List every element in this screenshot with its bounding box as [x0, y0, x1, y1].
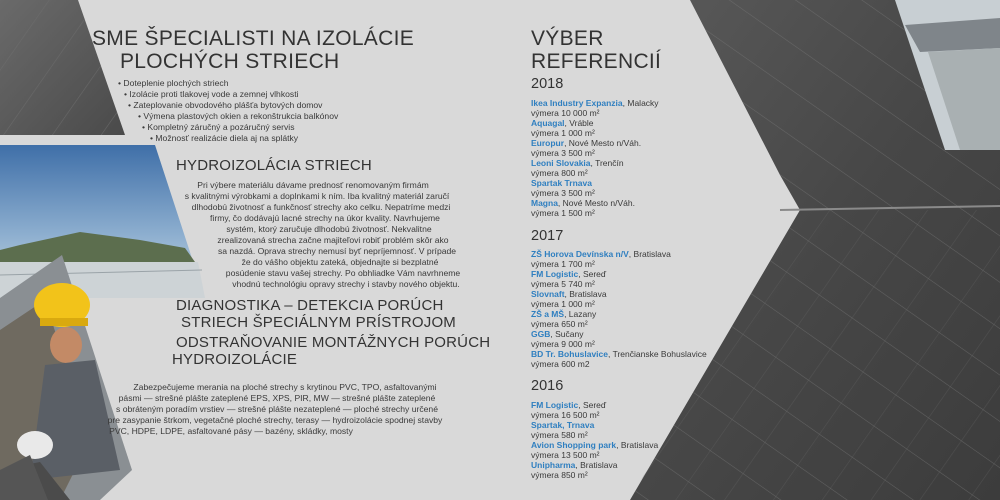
hydro-text-line: firmy, čo dodávajú lacné strechy na úkor kvality. Navrhujeme — [210, 213, 440, 223]
diag-title2-line2: HYDROIZOLÁCIE — [172, 351, 298, 368]
reference-place: , Vráble — [564, 118, 594, 128]
service-item: • Výmena plastových okien a rekonštrukcia balkónov — [138, 111, 339, 121]
reference-place: , Malacky — [622, 98, 659, 108]
hydro-text-line: systém, ktorý zaručuje dlhodobú životnosť. Nekvalitne — [226, 224, 432, 234]
diag-title-line2: STRIECH ŠPECIÁLNYM PRÍSTROJOM — [181, 314, 457, 331]
reference-place: , Sereď — [578, 269, 607, 279]
reference-place: , Bratislava — [628, 249, 671, 259]
reference-area: výmera 13 500 m² — [531, 450, 600, 460]
service-item: • Izolácie proti tlakovej vode a zemnej vlhkosti — [124, 89, 299, 99]
reference-name: Leoni Slovakia — [531, 158, 591, 168]
diag-title2-line1: ODSTRAŇOVANIE MONTÁŽNYCH PORÚCH — [176, 334, 491, 351]
hydro-text-line: s kvalitnými výrobkami a doplnkami k ním. Iba kvalitný materiál zaručí — [184, 191, 450, 201]
building-photo — [0, 145, 205, 298]
reference-name: BD Tr. Bohuslavice — [531, 349, 608, 359]
reference-entry — [531, 460, 617, 470]
reference-name: Europur — [531, 138, 565, 148]
reference-name: Ikea Industry Expanzia — [531, 98, 623, 108]
service-item: • Zateplovanie obvodového plášťa bytových domov — [128, 100, 323, 110]
reference-entry — [531, 118, 594, 128]
main-title-line2: PLOCHÝCH STRIECH — [120, 50, 340, 73]
reference-area: výmera 3 500 m² — [531, 148, 595, 158]
diag-text-line: Zabezpečujeme merania na ploché strechy s krytinou PVC, TPO, asfaltovanými — [133, 382, 437, 392]
refs-title-line2: REFERENCIÍ — [531, 50, 662, 73]
reference-place: , Nové Mesto n/Váh. — [557, 198, 635, 208]
reference-area: výmera 1 700 m² — [531, 259, 595, 269]
reference-name: Spartak, Trnava — [531, 420, 595, 430]
reference-name: Magna — [531, 198, 558, 208]
reference-entry — [531, 420, 594, 430]
diag-text-line: pásmi — strešné plášte zateplené EPS, XPS, PIR, MW — strešné plášte zateplené — [118, 393, 436, 403]
reference-entry — [531, 400, 606, 410]
hydro-text-line: Pri výbere materiálu dávame prednosť renomovaným firmám — [197, 180, 429, 190]
reference-area: výmera 10 000 m² — [531, 108, 600, 118]
reference-name: FM Logistic — [531, 400, 579, 410]
reference-place: , Nové Mesto n/Váh. — [564, 138, 642, 148]
reference-entry — [531, 249, 671, 259]
reference-area: výmera 1 000 m² — [531, 299, 595, 309]
hydro-title: HYDROIZOLÁCIA STRIECH — [176, 157, 372, 174]
reference-entry — [531, 178, 592, 188]
hydro-text-line: sa nazdá. Oprava strechy nemusí byť nepríjemnosť. V prípade — [217, 246, 457, 256]
year-heading: 2018 — [531, 76, 564, 92]
reference-area: výmera 580 m² — [531, 430, 588, 440]
year-heading: 2016 — [531, 378, 564, 394]
hydro-text-line: zrealizovaná strecha začne majiteľovi robiť problém skôr ako — [217, 235, 449, 245]
reference-entry — [531, 158, 624, 168]
reference-area: výmera 800 m² — [531, 168, 588, 178]
hydro-text-line: posúdenie stavu vašej strechy. Po obhliadke Vám navrhneme — [225, 268, 461, 278]
diag-text-line: PVC, HDPE, LDPE, asfaltované pásy — bazény, skládky, mosty — [109, 426, 353, 436]
reference-place: , Sučany — [550, 329, 584, 339]
reference-area: výmera 850 m² — [531, 470, 588, 480]
hydro-text-line: že do vášho objektu zateká, objednajte si bezplatné — [241, 257, 439, 267]
diag-text-line: pre zasypanie štrkom, vegetačné ploché strechy, terasy — hydroizolácie spodnej stavby — [107, 415, 443, 425]
reference-name: Aquagal — [531, 118, 565, 128]
reference-name: Spartak Trnava — [531, 178, 592, 188]
reference-entry — [531, 98, 659, 108]
diag-title-line1: DIAGNOSTIKA – DETEKCIA PORÚCH — [176, 297, 444, 314]
main-title-line1: SME ŠPECIALISTI NA IZOLÁCIE — [92, 27, 415, 50]
reference-area: výmera 5 740 m² — [531, 279, 595, 289]
reference-name: Slovnaft — [531, 289, 565, 299]
reference-place: , Trenčín — [590, 158, 624, 168]
reference-name: Unipharma — [531, 460, 576, 470]
reference-area: výmera 650 m² — [531, 319, 588, 329]
reference-entry — [531, 309, 596, 319]
hydro-text-line: vhodnú technológiu opravy strechy i stavby nového objektu. — [232, 279, 460, 289]
roof-photo-top-left — [0, 0, 125, 135]
reference-place: , Trenčianske Bohuslavice — [608, 349, 707, 359]
reference-place: , Bratislava — [575, 460, 618, 470]
year-heading: 2017 — [531, 228, 564, 244]
reference-area: výmera 9 000 m² — [531, 339, 595, 349]
reference-name: ZŠ Horova Devínska n/V — [531, 249, 629, 259]
reference-entry — [531, 289, 607, 299]
reference-area: výmera 600 m2 — [531, 359, 590, 369]
reference-name: FM Logistic — [531, 269, 579, 279]
reference-entry — [531, 198, 635, 208]
service-item: • Možnosť realizácie diela aj na splátky — [150, 133, 299, 143]
reference-area: výmera 16 500 m² — [531, 410, 600, 420]
reference-entry — [531, 329, 583, 339]
refs-title-line1: VÝBER — [531, 27, 604, 50]
reference-entry — [531, 138, 641, 148]
reference-place: , Bratislava — [616, 440, 659, 450]
reference-name: Avion Shopping park — [531, 440, 617, 450]
service-item: • Kompletný záručný a pozáručný servis — [142, 122, 295, 132]
reference-place: , Bratislava — [564, 289, 607, 299]
reference-area: výmera 1 500 m² — [531, 208, 595, 218]
reference-place: , Lazany — [564, 309, 597, 319]
reference-name: GGB — [531, 329, 551, 339]
reference-entry — [531, 349, 707, 359]
hydro-text-line: dlhodobú životnosť a funkčnosť strechy ako celku. Nepatríme medzi — [191, 202, 451, 212]
service-item: • Doteplenie plochých striech — [118, 78, 229, 88]
reference-entry — [531, 269, 606, 279]
reference-area: výmera 1 000 m² — [531, 128, 595, 138]
reference-name: ZŠ a MŠ — [531, 309, 565, 319]
diag-text-line: s obráteným poradím vrstiev — strešné plášte nezateplené — ploché strechy určené — [116, 404, 438, 414]
reference-area: výmera 3 500 m² — [531, 188, 595, 198]
reference-entry — [531, 440, 658, 450]
reference-place: , Sereď — [578, 400, 607, 410]
